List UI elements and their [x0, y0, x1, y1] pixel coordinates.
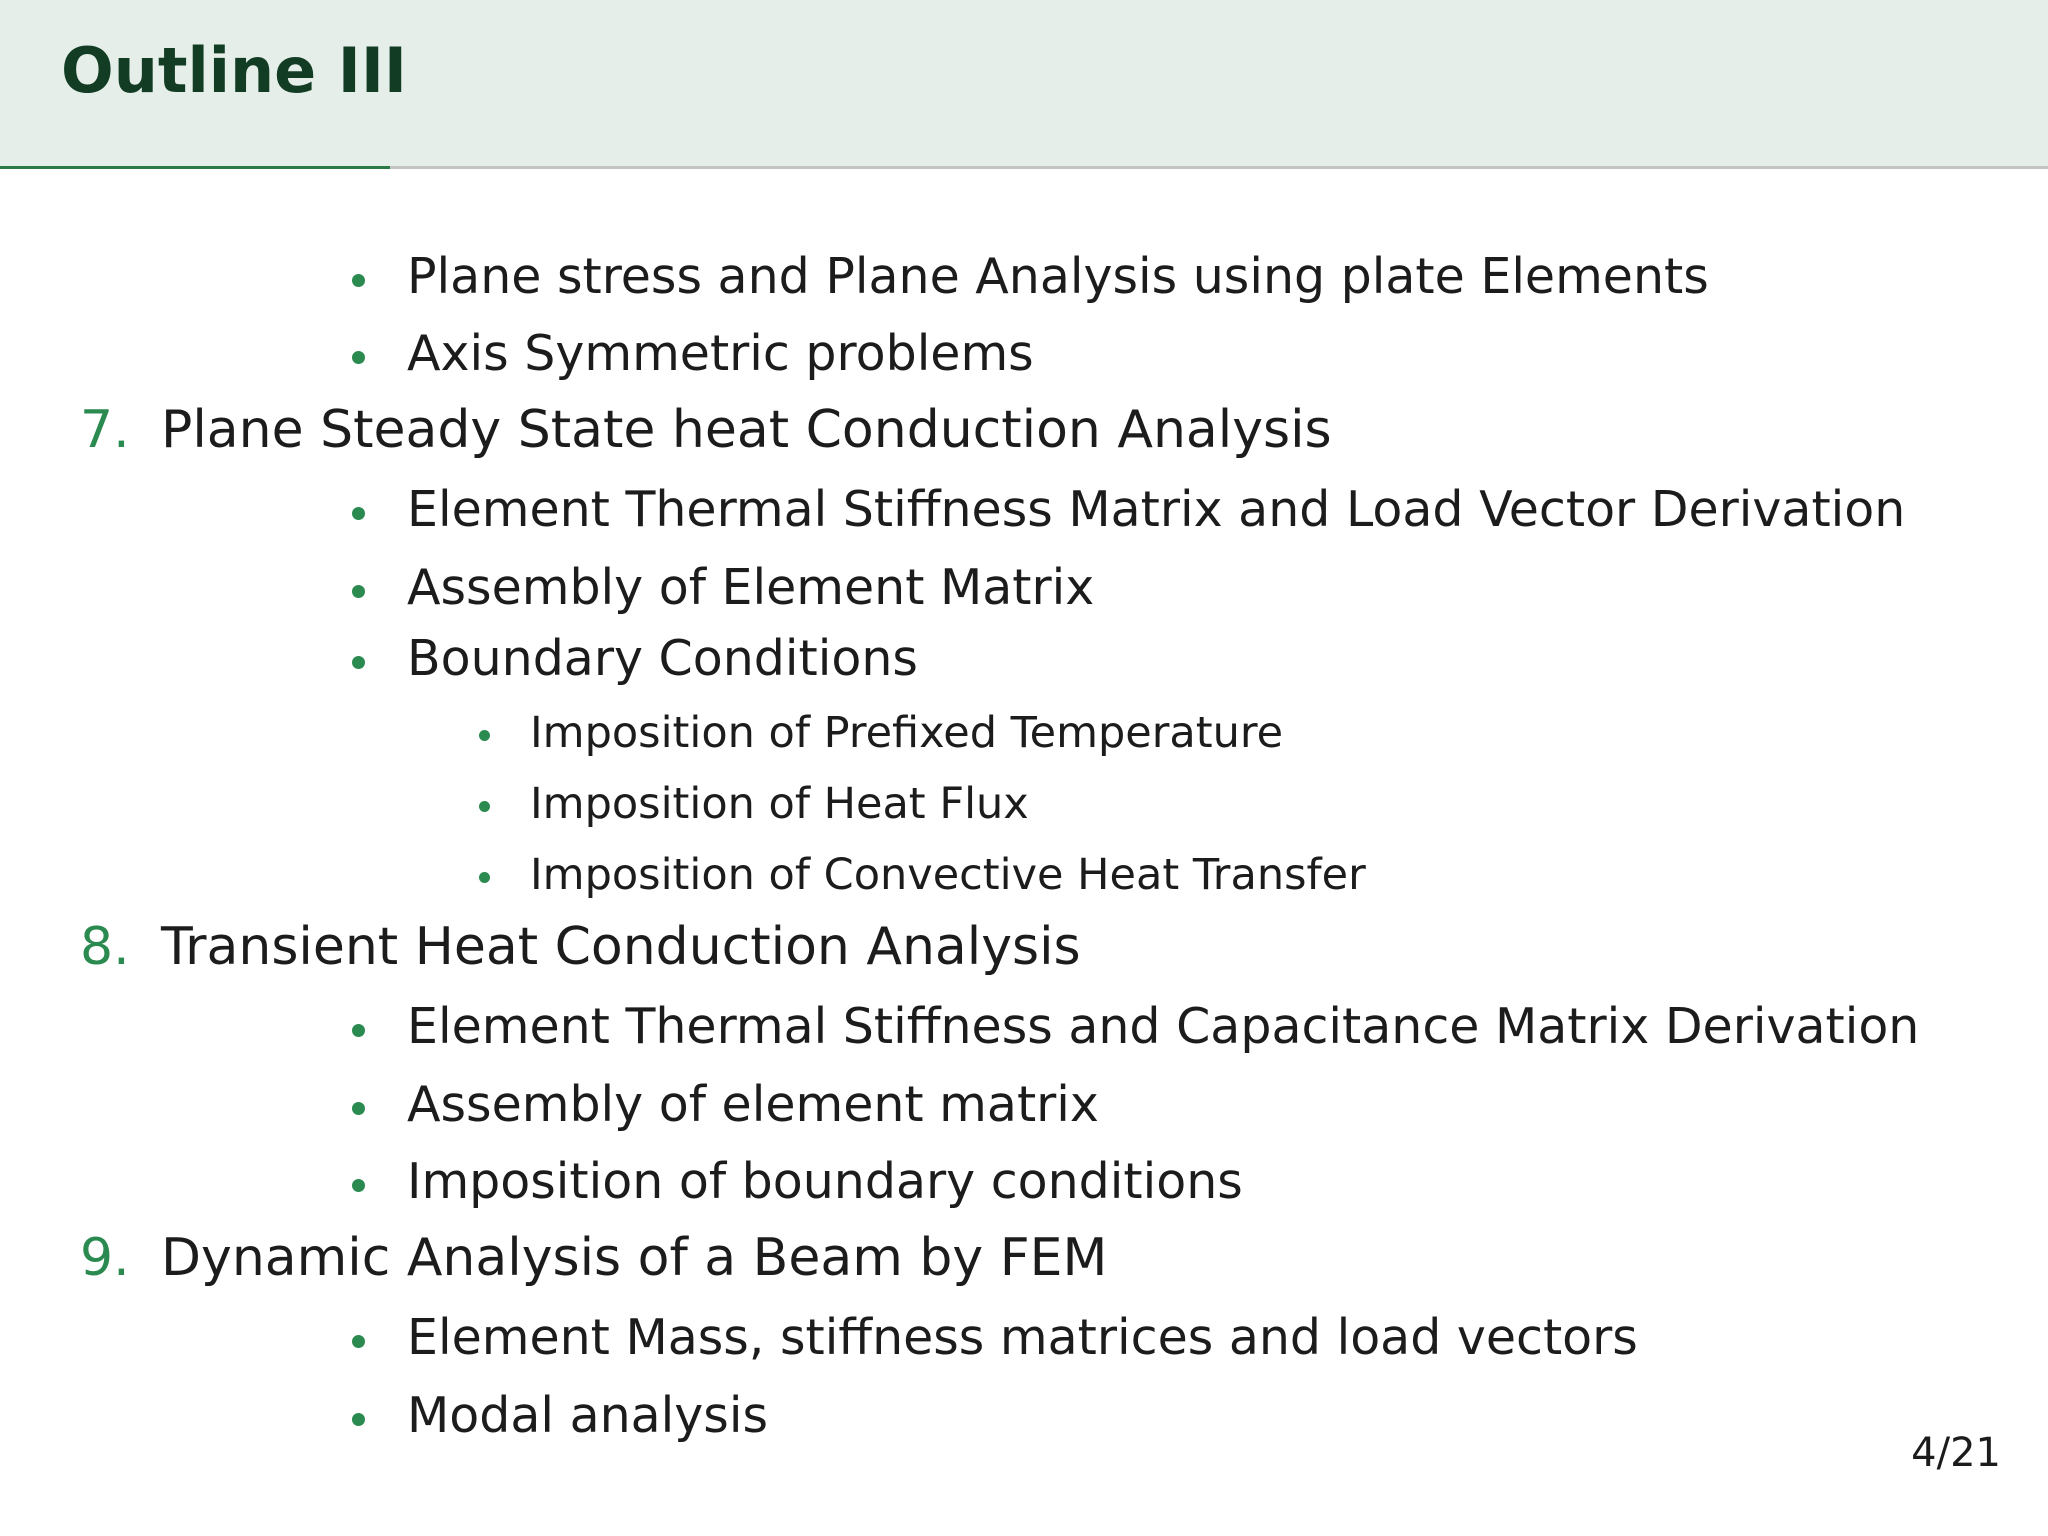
bullet-dot-icon: [479, 730, 490, 741]
sub-bullet-text: Imposition of Convective Heat Transfer: [530, 850, 1366, 900]
bullet-dot-icon: [479, 872, 490, 883]
section-title: Transient Heat Conduction Analysis: [161, 917, 1081, 977]
bullet-text: Axis Symmetric problems: [407, 325, 1034, 382]
bullet-text: Modal analysis: [407, 1387, 768, 1444]
bullet-dot-icon: [352, 1024, 365, 1037]
bullet-text: Assembly of Element Matrix: [407, 559, 1095, 616]
bullet-dot-icon: [352, 585, 365, 598]
bullet-text: Assembly of element matrix: [407, 1076, 1099, 1133]
section-number: 9.: [80, 1228, 130, 1288]
bullet-text: Imposition of boundary conditions: [407, 1153, 1243, 1210]
bullet-text: Plane stress and Plane Analysis using plate Elements: [407, 248, 1709, 305]
bullet-dot-icon: [352, 1335, 365, 1348]
bullet-dot-icon: [352, 351, 365, 364]
page-number: 4/21: [1911, 1430, 2001, 1476]
slide-header: [0, 0, 2048, 166]
section-number: 8.: [80, 917, 130, 977]
bullet-text: Boundary Conditions: [407, 630, 918, 687]
bullet-dot-icon: [352, 1413, 365, 1426]
sub-bullet-text: Imposition of Heat Flux: [530, 779, 1029, 829]
bullet-text: Element Thermal Stiffness and Capacitance Matrix Derivation: [407, 998, 1920, 1055]
section-number: 7.: [80, 400, 130, 460]
bullet-dot-icon: [352, 507, 365, 520]
slide-title: Outline III: [61, 34, 407, 107]
header-progress-accent: [0, 166, 390, 169]
bullet-dot-icon: [352, 274, 365, 287]
section-title: Plane Steady State heat Conduction Analysis: [161, 400, 1332, 460]
bullet-dot-icon: [479, 801, 490, 812]
bullet-dot-icon: [352, 656, 365, 669]
bullet-text: Element Mass, stiffness matrices and load vectors: [407, 1309, 1638, 1366]
bullet-dot-icon: [352, 1179, 365, 1192]
bullet-text: Element Thermal Stiffness Matrix and Load Vector Derivation: [407, 481, 1906, 538]
bullet-dot-icon: [352, 1102, 365, 1115]
sub-bullet-text: Imposition of Prefixed Temperature: [530, 708, 1284, 758]
section-title: Dynamic Analysis of a Beam by FEM: [161, 1228, 1108, 1288]
